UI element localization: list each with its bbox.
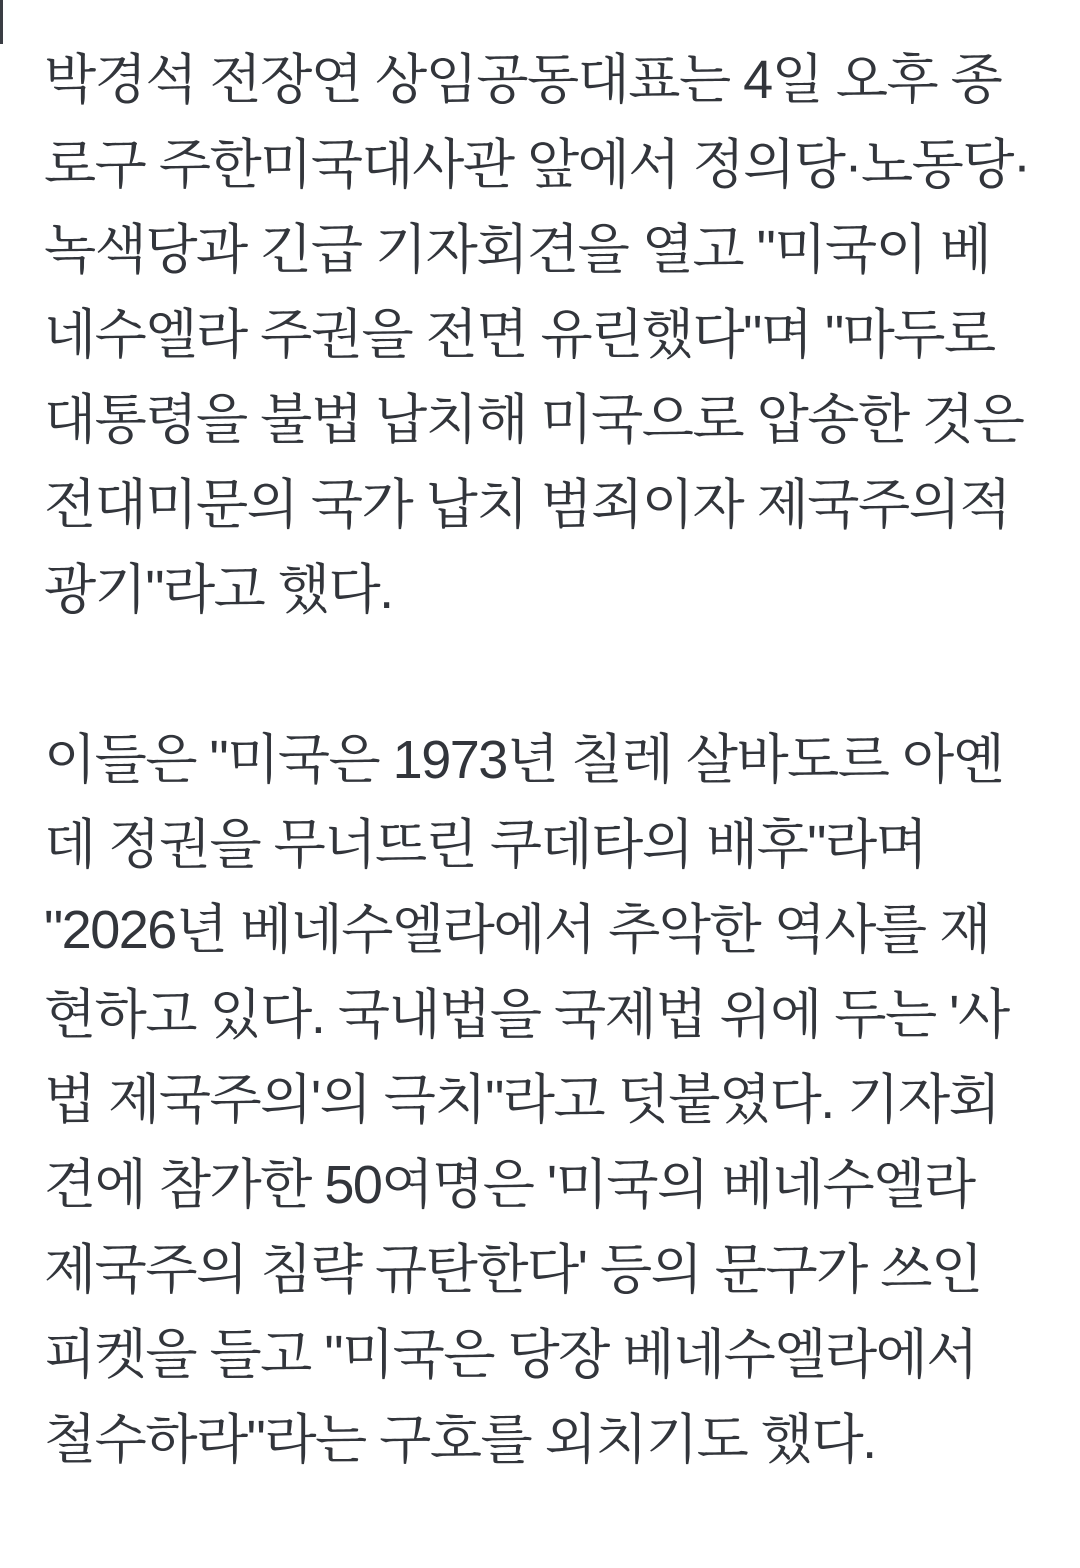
article-paragraph-2: 이들은 "미국은 1973년 칠레 살바도르 아옌데 정권을 무너뜨린 쿠데타의 배후"라며 "2026년 베네수엘라에서 추악한 역사를 재현하고 있다. 국내법을 국제법 위에 두는 '사법 제국주의'의 극치"라고 덧붙였다. 기자회견에 참가한 50여명은 '미국의 베네수엘라 제국주의 침략 규탄한다' 등의 문구가 쓰인 피켓을 들고 "미국은 당장 베네수엘라에서 철수하라"라는 구호를 외치기도 했다. [44,730,1009,1470]
article-paragraph-1: 박경석 전장연 상임공동대표는 4일 오후 종로구 주한미국대사관 앞에서 정의당·노동당·녹색당과 긴급 기자회견을 열고 "미국이 베네수엘라 주권을 전면 유린했다"며 "마두로 대통령을 불법 납치해 미국으로 압송한 것은 전대미문의 국가 납치 범죄이자 제국주의적 광기"라고 했다. [44,50,1030,620]
